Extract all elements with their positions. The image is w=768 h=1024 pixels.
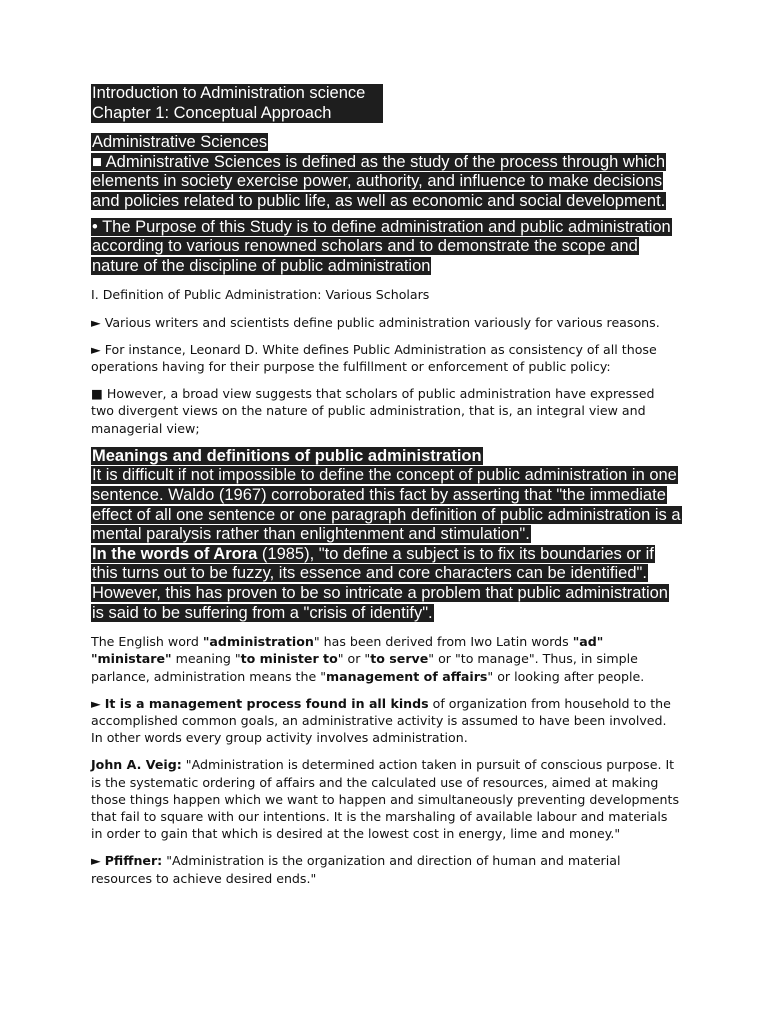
arora-text: (1985), "to define a subject is to fix its boundaries or if this turns out to be fuzzy, its essence and core characters can be identified". However, this has proven to be so intricate a problem that public administration is said to be suffering from a "crisis of identify". [92, 544, 668, 622]
pfiffner-quote: ► Pfiffner: "Administration is the organization and direction of human and material resources to achieve desired ends." [91, 853, 621, 886]
title-block [91, 84, 681, 123]
purpose-text: • The Purpose of this Study is to define administration and public administration according to various renowned scholars and to demonstrate the scope and nature of the discipline of public administration [92, 217, 671, 275]
admin-sciences-definition: ■ Administrative Sciences is defined as the study of the process through which elements in society exercise power, authority, and influence to make decisions and policies related to public life, as well as economic and social development. [92, 152, 666, 210]
management-paragraph: ► It is a management process found in all kinds of organization from household to the accomplished common goals, an administrative activity is assumed to have been involved. In other words every group activity involves administration. [91, 695, 671, 746]
meanings-heading: Meanings and definitions of public administration [92, 446, 482, 465]
veig-quote: John A. Veig: "Administration is determined action taken in pursuit of conscious purpose. It is the systematic ordering of affairs and the calculated use of resources, aimed at making those things happen which we want to happen and simultaneously preventing developments that fail to square with our intentions. It is the marshaling of available labour and materials in order to gain that which is desired at the lowest cost in energy, lime and money." [91, 757, 680, 842]
arora-lead: In the words of Arora [92, 544, 258, 563]
etymology-paragraph: The English word "administration" has been derived from Iwo Latin words "ad" "ministare" meaning "to minister to" or "to serve" or "to manage". Thus, in simple parlance, administration means the "management of affairs" or looking after people. [91, 634, 645, 684]
section1-heading: I. Definition of Public Administration: Various Scholars [91, 287, 430, 303]
veig-name: John A. Veig: [91, 757, 182, 773]
waldo-paragraph: It is difficult if not impossible to define the concept of public administration in one sentence. Waldo (1967) corroborated this fact by asserting that "the immediate effect of all one sentence or one paragraph definition of public administration is a mental paralysis rather than enlightenment and stimulation". [92, 466, 681, 544]
purpose-paragraph [91, 218, 681, 277]
admin-sciences-block [91, 133, 681, 211]
document-page [91, 84, 681, 887]
admin-sciences-heading: Administrative Sciences [92, 133, 268, 152]
section1-p1: ► Various writers and scientists define public administration variously for various reasons. [91, 314, 660, 330]
meanings-block [91, 447, 681, 623]
pfiffner-name: Pfiffner: [104, 853, 163, 869]
section1-p3: ■ However, a broad view suggests that scholars of public administration have expressed two divergent views on the nature of public administration, that is, an integral view and managerial view; [91, 386, 655, 436]
document-title: Introduction to Administration science [91, 84, 383, 104]
section1-p2: ► For instance, Leonard D. White defines Public Administration as consistency of all those operations having for their purpose the fulfillment or enforcement of public policy: [91, 341, 657, 374]
chapter-subtitle: Chapter 1: Conceptual Approach [91, 104, 383, 124]
